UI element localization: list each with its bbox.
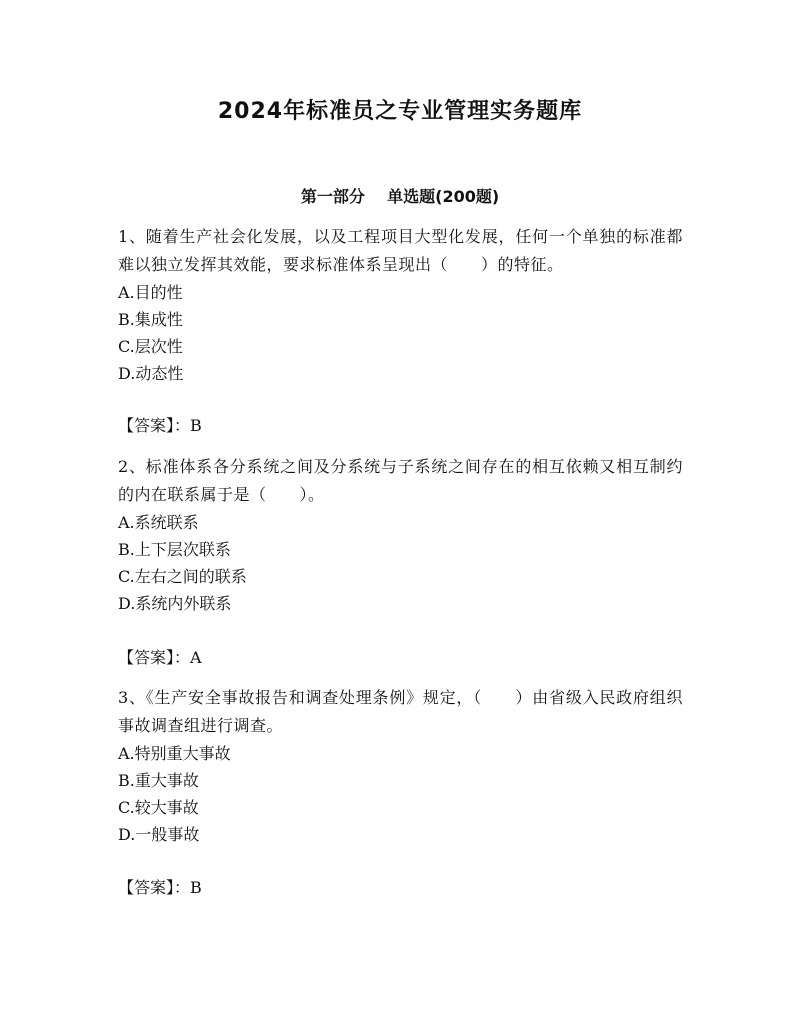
option-b: B.重大事故	[118, 771, 199, 790]
question-3	[118, 684, 683, 848]
option-d: D.一般事故	[118, 825, 200, 844]
question-stem: 2、标准体系各分系统之间及分系统与子系统之间存在的相互依赖又相互制约的内在联系属于是（ ）。	[118, 457, 683, 504]
option-c: C.较大事故	[118, 798, 199, 817]
option-d: D.动态性	[118, 364, 184, 383]
question-stem: 1、随着生产社会化发展，以及工程项目大型化发展，任何一个单独的标准都难以独立发挥其效能，要求标准体系呈现出（ ）的特征。	[118, 227, 683, 274]
section-title: 第一部分 单选题(200题)	[300, 187, 500, 206]
option-a: A.特别重大事故	[118, 744, 231, 763]
answer-line: 【答案】：A	[118, 648, 202, 667]
option-a: A.系统联系	[118, 513, 199, 532]
answer-line: 【答案】：B	[118, 416, 202, 435]
page-title: 2024年标准员之专业管理实务题库	[217, 99, 583, 124]
question-2	[118, 453, 683, 617]
answer-line: 【答案】：B	[118, 878, 202, 897]
option-b: B.上下层次联系	[118, 540, 231, 559]
question-stem: 3、《生产安全事故报告和调查处理条例》规定，（ ）由省级入民政府组织事故调查组进行调查。	[118, 688, 683, 735]
option-c: C.左右之间的联系	[118, 567, 247, 586]
option-a: A.目的性	[118, 283, 183, 302]
question-1	[118, 223, 683, 387]
option-b: B.集成性	[118, 310, 183, 329]
option-c: C.层次性	[118, 337, 183, 356]
option-d: D.系统内外联系	[118, 594, 232, 613]
